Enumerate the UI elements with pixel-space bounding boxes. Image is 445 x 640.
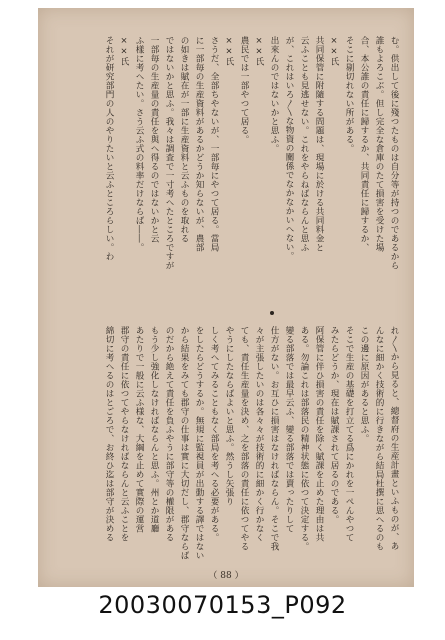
text-column: に一部毎の生産資料があるかどうか知らないが、農部 bbox=[194, 36, 204, 252]
text-column: もう少し強化しなければならんと思ふ。州とか道廳 bbox=[149, 326, 159, 533]
page-number: （ 88 ） bbox=[208, 571, 244, 581]
text-column: みたらどうか、現在は賦課されて居るのである。 bbox=[329, 326, 339, 524]
text-column: ある。勿論これは部落民の精神状態に依つて決定する。 bbox=[299, 326, 309, 551]
text-column: をしたらどうするか。無規に監視員が出動する譯ではない bbox=[194, 326, 204, 560]
text-column: ××氏 bbox=[119, 36, 129, 66]
text-column: さうだ、全部ちやないが、一部毎にやつて居る。當局 bbox=[209, 36, 219, 252]
text-column: そこで生産の基礎を打立てる爲にかれを一ぺんやつて bbox=[344, 326, 354, 542]
text-column: のだから絶えて責任を負ふやうに部守等の權限がある bbox=[164, 326, 174, 542]
text-column: あたりで一般に云ふ様な、大綱を止めて實際の運営 bbox=[134, 326, 144, 533]
text-column: ではないかと思ふ。我々は調査で一寸考へたところですが bbox=[164, 36, 174, 270]
text-column: 仕方がない。お互ひに損害はなければならん。そこで我 bbox=[269, 326, 279, 551]
text-column: 一部毎の生産量の責任を與へ得るのではないかと云 bbox=[149, 36, 159, 243]
text-column: 阿保管に伴ひ損害の責任を除く賦課を止めた理由は共 bbox=[314, 326, 324, 542]
text-column: んなに細かく技術的に行きながら結局杜撰に思へるのも bbox=[374, 326, 384, 551]
text-column: しく考へてみることもなく部局を考へる必要がある。 bbox=[209, 326, 219, 542]
text-column: それが研究部門の人のやりたいと云ふところらしい。わ bbox=[104, 36, 114, 261]
text-column: 云ふことも見逃せない。これをやらねばならんと思ふ bbox=[299, 36, 309, 252]
text-column: 農民では一部やつて居る。 bbox=[239, 36, 249, 144]
text-column: が、これはいろ〳〵な物資の關係でなかなかいへない。 bbox=[284, 36, 294, 261]
text-column: そこに剔切れない所がある。 bbox=[344, 36, 354, 153]
text-column: ふ樣に考へたい。さう云ふ式の料率だけならば――。 bbox=[134, 36, 144, 252]
text-column: ××氏 bbox=[224, 36, 234, 66]
paragraph-dot bbox=[270, 311, 274, 315]
text-column: 共同保管に附隨する問題は、現場に於ける共同料金と bbox=[314, 36, 324, 252]
text-column: 綿切に考へるのはとごろで、お終ひ迄は部守が決める bbox=[104, 326, 114, 542]
upper-text-block bbox=[103, 36, 400, 306]
text-column: の如きは賦在が一部に生産資料と云ふものを取れる bbox=[179, 36, 189, 243]
text-column: この邊に原因があると思ふ。 bbox=[359, 326, 369, 443]
text-column: ても、責任生産量を決め、之を部落の責任に依つてやる bbox=[239, 326, 249, 551]
archive-id-caption: 20030070153_P092 bbox=[98, 591, 347, 619]
text-column: 誰もよろこぶ。但し完全な倉庫のたて損害を受けた場 bbox=[374, 36, 384, 252]
text-column: 出來んのではないかと思ふ。 bbox=[269, 36, 279, 153]
text-column: む。供出して後に殘つたものは自分等が持つのであるから bbox=[389, 36, 399, 270]
text-column: 々が主張したいのは各々々が技術的に細かく行かなく bbox=[254, 326, 264, 542]
text-column: 合、本公誰の責任に歸するか、共同責任に歸するか、 bbox=[359, 36, 369, 252]
text-column: れ〳〵から見ると、總督府の生産計畫といふものが、あ bbox=[389, 326, 399, 551]
lower-text-block bbox=[103, 326, 400, 566]
book-page bbox=[38, 8, 414, 587]
text-column: 郡守の責任に依つてやらなければならんと云ふことを bbox=[119, 326, 129, 542]
text-column: やうにしたならばよいと思ふ。然うし矢張り bbox=[224, 326, 234, 506]
text-column: から結果をみても郡守の仕事は實に大切だし、郡守ならば bbox=[179, 326, 189, 560]
text-column: 變る部落では最早云ふ、變る部落では賣ったりして bbox=[284, 326, 294, 533]
text-column: ××氏 bbox=[254, 36, 264, 66]
text-column: ××氏 bbox=[329, 36, 339, 66]
